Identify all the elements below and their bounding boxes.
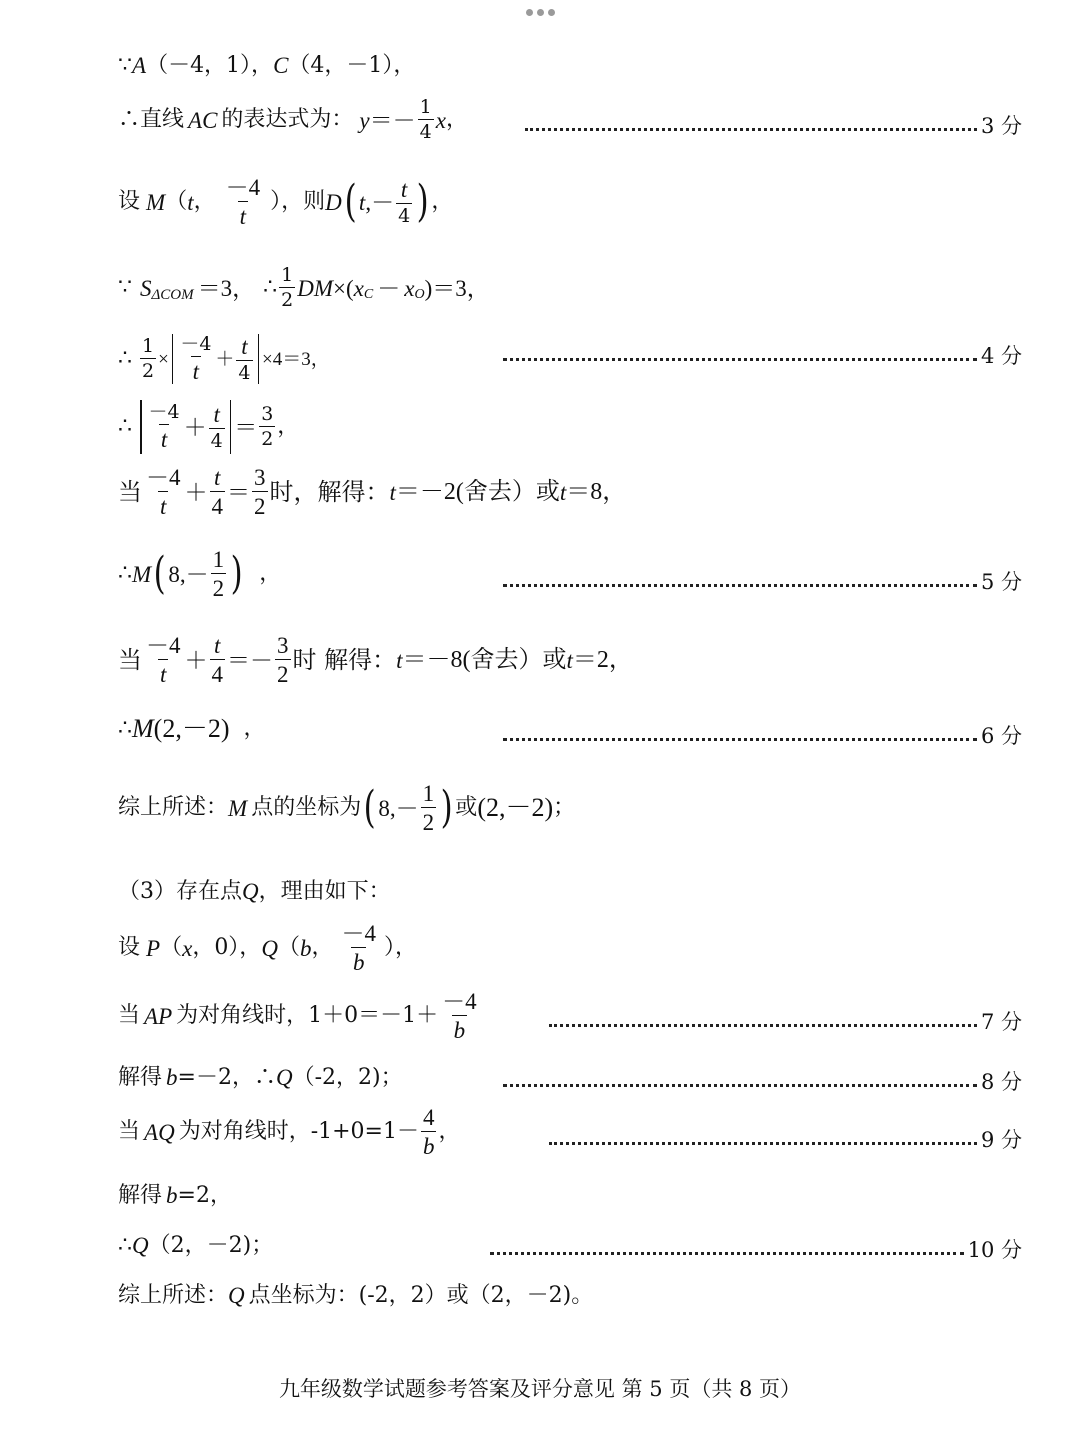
solution-line-18: ∴ Q （2，－2)；	[118, 1232, 274, 1258]
fraction: $\frac{3}{2}$	[254, 465, 266, 519]
solution-line-14: 当 AP 为对角线时，1＋0＝－1＋ $\frac{-4}{b}$	[118, 989, 477, 1043]
solution-line-10: ∴ M (2,－2) ，	[118, 714, 266, 743]
fraction: $\frac{t}{4}$	[211, 465, 223, 519]
fraction: $\frac{t}{4}$	[210, 402, 223, 452]
fraction: $\frac{1}{2}$	[142, 335, 155, 382]
solution-line-9: 当 $\frac{-4}{t}$ ＋ $\frac{t}{4}$ ＝－ $\frac{3}{2}$ 时 解得： t ＝－8(舍去）或 t ＝2，	[118, 633, 633, 687]
solution-line-15: 解得 b =－2，∴ Q （-2，2)；	[118, 1064, 403, 1090]
score-mark-5: 5 分	[503, 566, 1022, 596]
fraction: $\frac{-4}{t}$	[146, 465, 181, 519]
score-mark-9: 9 分	[549, 1124, 1022, 1154]
fraction: $\frac{1}{2}$	[422, 781, 435, 835]
solution-line-17: 解得 b =2，	[118, 1182, 232, 1208]
fraction: $\frac{t}{4}$	[211, 633, 223, 687]
fraction: $\frac{-4}{b}$	[442, 989, 477, 1043]
more-options-icon[interactable]	[524, 6, 556, 18]
fraction: $\frac{1}{2}$	[212, 547, 225, 601]
fraction: $\frac{-4}{t}$	[146, 633, 181, 687]
solution-line-11: 综上所述： M 点的坐标为 ( 8,－ $\frac{1}{2}$ ) 或 (2,－2) ；	[118, 781, 576, 835]
solution-line-19: 综上所述： Q 点坐标为：(-2，2）或（2，－2)。	[118, 1282, 594, 1308]
solution-line-5: ∴ $\frac{1}{2}$ × $\frac{-4}{t}$ ＋ $\frac{t}{4}$ ×4＝3，	[118, 333, 330, 384]
solution-line-2: ∴直线 AC 的表达式为： y ＝－ $\frac{1}{4}$ x ，	[118, 96, 468, 143]
fraction: $\frac{3}{2}$	[261, 403, 274, 450]
fraction: $\frac{3}{2}$	[277, 633, 289, 687]
fraction: $\frac{-4}{b}$	[341, 921, 376, 975]
fraction: $\frac{1}{4}$	[419, 96, 432, 143]
fraction: $\frac{4}{b}$	[422, 1105, 435, 1159]
score-mark-4: 4 分	[503, 340, 1022, 370]
fraction: $\frac{-4}{t}$	[180, 333, 212, 384]
fraction: $\frac{t}{4}$	[398, 177, 411, 227]
page-footer: 九年级数学试题参考答案及评分意见 第 5 页（共 8 页）	[278, 1377, 802, 1401]
solution-line-12: （3）存在点 Q ，理由如下：	[118, 878, 391, 904]
solution-line-6: ∴ $\frac{-4}{t}$ ＋ $\frac{t}{4}$ ＝ $\frac{3}{2}$ ，	[118, 401, 300, 452]
fraction: $\frac{1}{2}$	[281, 264, 294, 311]
solution-line-13: 设 P （ x ，0）， Q （ b ， $\frac{-4}{b}$ ），	[118, 921, 417, 975]
fraction: $\frac{-4}{t}$	[225, 175, 261, 229]
solution-line-3: 设 M （ t ， $\frac{-4}{t}$ ），则 D ( t ,－ $\frac{t}{4}$ ) ，	[118, 175, 454, 229]
solution-line-4: ∵ S ΔCOM ＝3， ∴ $\frac{1}{2}$ DM ×( x C － x O )＝3，	[118, 264, 490, 311]
solution-line-7: 当 $\frac{-4}{t}$ ＋ $\frac{t}{4}$ ＝ $\frac{3}{2}$ 时，解得： t ＝－2(舍去）或 t ＝8，	[118, 465, 627, 519]
solution-line-1: ∵ A （－4，1）， C （4，－1），	[118, 52, 416, 78]
score-mark-10: 10 分	[490, 1234, 1022, 1264]
score-mark-7: 7 分	[549, 1006, 1022, 1036]
score-mark-6: 6 分	[503, 720, 1022, 750]
fraction: $\frac{t}{4}$	[238, 334, 251, 384]
solution-line-8: ∴ M ( 8,－ $\frac{1}{2}$ ) ，	[118, 547, 282, 601]
solution-line-16: 当 AQ 为对角线时，-1+0=1－ $\frac{4}{b}$ ，	[118, 1105, 461, 1159]
score-mark-3: 3 分	[525, 110, 1022, 140]
score-mark-8: 8 分	[503, 1066, 1022, 1096]
fraction: $\frac{-4}{t}$	[148, 401, 180, 452]
